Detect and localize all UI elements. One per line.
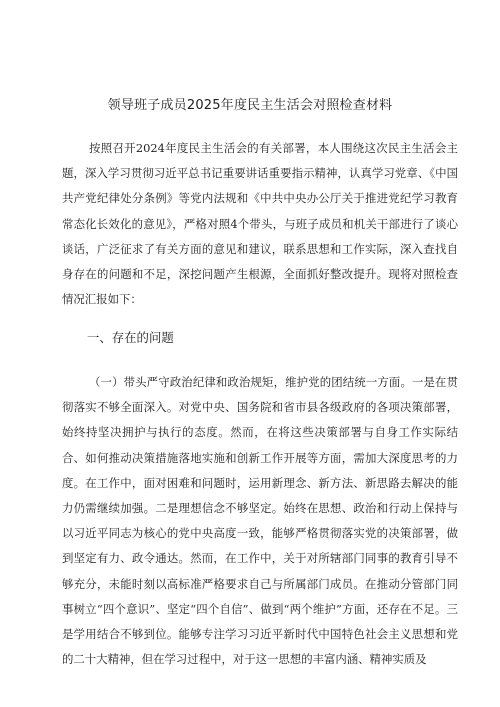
document-title: 领导班子成员2025年度民主生活会对照检查材料 — [107, 98, 393, 113]
intro-paragraph: 按照召开2024年度民主生活会的有关部署，本人围绕这次民主生活会主题，深入学习贯彻习近平总书记重要讲话重要指示精神，认真学习党章、《中国共产党纪律处分条例》等党内法规和《中共中央办公厅关于推进党纪学习教育常态化长效化的意见》，严格对照4个带头，与班子成员和机关干部进行了谈心谈话，广泛征求了有关方面的意见和建议，联系思想和工作实际，深入查找自身存在的问题和不足，深挖问题产生根源，全面抓好整改提升。现将对照检查情况汇报如下： — [62, 141, 458, 307]
section-paragraph: （一）带头严守政治纪律和政治规矩，维护党的团结统一方面。一是在贯彻落实不够全面深入。对党中央、国务院和省市县各级政府的各项决策部署，始终持坚决拥护与执行的态度。然而，在将这些决策部署与自身工作实际结合、如何推动决策措施落地实施和创新工作开展等方面，需加大深度思考的力度。在工作中，面对困难和问题时，运用新理念、新方法、新思路去解决的能力仍需继续加强。二是理想信念不够坚定。始终在思想、政治和行动上保持与以习近平同志为核心的党中央高度一致，能够严格贯彻落实党的决策部署，做到坚定有力、政令通达。然而，在工作中，关于对所辖部门同事的教育引导不够充分，未能时刻以高标准严格要求自己与所属部门成员。在推动分管部门同事树立“四个意识”、坚定“四个自信”、做到“两个维护”方面，还存在不足。三是学用结合不够到位。能够专注学习习近平新时代中国特色社会主义思想和党的二十大精神，但在学习过程中，对于这一思想的丰富内涵、精神实质及 — [62, 375, 458, 667]
section-heading: 一、存在的问题 — [87, 330, 174, 345]
